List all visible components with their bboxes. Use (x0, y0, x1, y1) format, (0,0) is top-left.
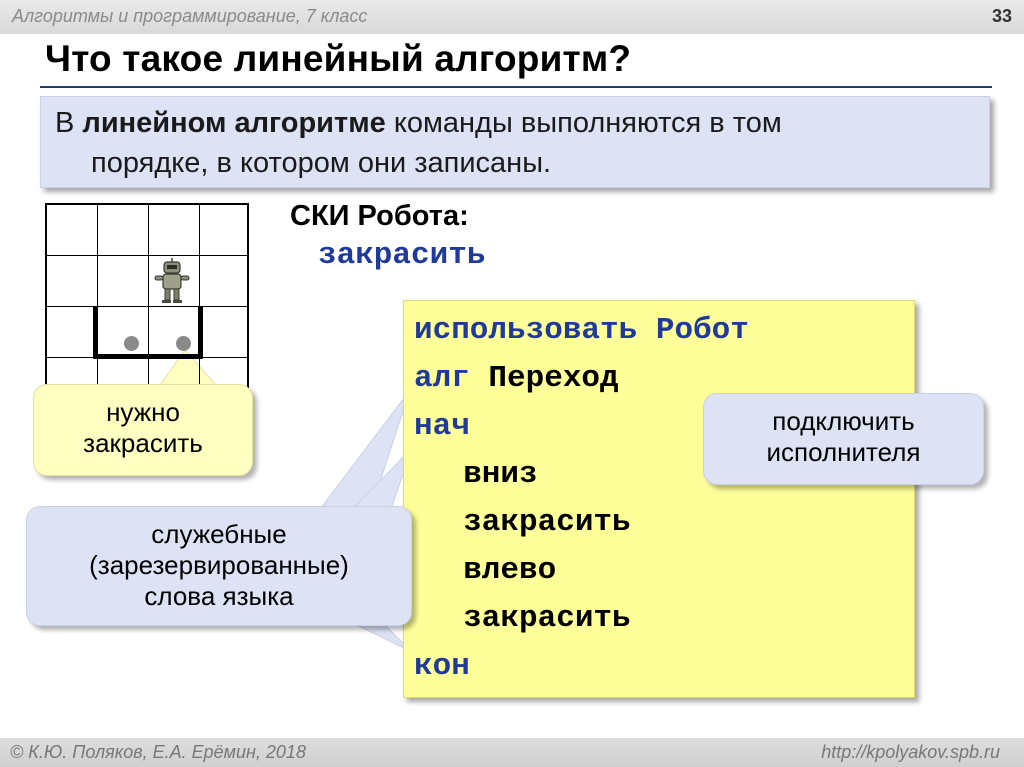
slide-title: Что такое линейный алгоритм? (45, 38, 632, 79)
definition-prefix: В (55, 107, 83, 139)
paint-callout-line2: закрасить (83, 428, 203, 458)
code-line (426, 505, 631, 540)
site-url: http://kpolyakov.spb.ru (821, 742, 1000, 762)
code-text: закрасить (426, 601, 631, 636)
code-line (414, 361, 619, 396)
robot-field (45, 203, 249, 407)
connect-callout-line1: подключить (772, 406, 915, 436)
reserved-words-callout (26, 506, 412, 626)
page-number: 33 (991, 6, 1012, 26)
code-keyword: использовать Робот (414, 313, 749, 348)
grid-line (47, 255, 247, 256)
definition-rest: команды выполняются в том (385, 107, 782, 139)
code-text: Переход (469, 361, 619, 396)
copyright-text: © К.Ю. Поляков, Е.А. Ерёмин, 2018 (10, 742, 306, 762)
paint-target-dot (176, 336, 191, 351)
code-line (414, 409, 470, 444)
code-line (414, 649, 470, 684)
code-line (414, 313, 749, 348)
wall-right (198, 307, 203, 359)
definition-term: линейном алгоритме (82, 107, 386, 139)
reserved-callout-line1: служебные (151, 519, 287, 549)
code-block (403, 300, 915, 698)
code-line (426, 601, 631, 636)
course-name: Алгоритмы и программирование, 7 класс (12, 6, 368, 26)
wall-bottom (93, 354, 203, 359)
reserved-callout-line2: (зарезервированные) (89, 550, 349, 580)
robot-icon (150, 258, 194, 304)
code-keyword: нач (414, 409, 470, 444)
code-line (426, 553, 556, 588)
ski-title: СКИ Робота: (290, 200, 469, 232)
footer-bar (0, 738, 1024, 767)
code-text: закрасить (426, 505, 631, 540)
definition-line2: порядке, в котором они записаны. (91, 147, 552, 179)
paint-callout (33, 384, 253, 476)
reserved-callout-line3: слова языка (144, 581, 294, 611)
code-keyword: алг (414, 361, 470, 396)
code-text: влево (426, 553, 557, 588)
ski-command: закрасить (318, 238, 486, 273)
grid-line (47, 306, 247, 307)
paint-target-dot (124, 336, 139, 351)
code-text: вниз (426, 457, 538, 492)
code-line (426, 457, 538, 492)
code-keyword: кон (414, 649, 470, 684)
paint-callout-line1: нужно (106, 397, 180, 427)
connect-callout (703, 393, 984, 485)
connect-callout-line2: исполнителя (766, 437, 921, 467)
wall-left (93, 307, 98, 359)
